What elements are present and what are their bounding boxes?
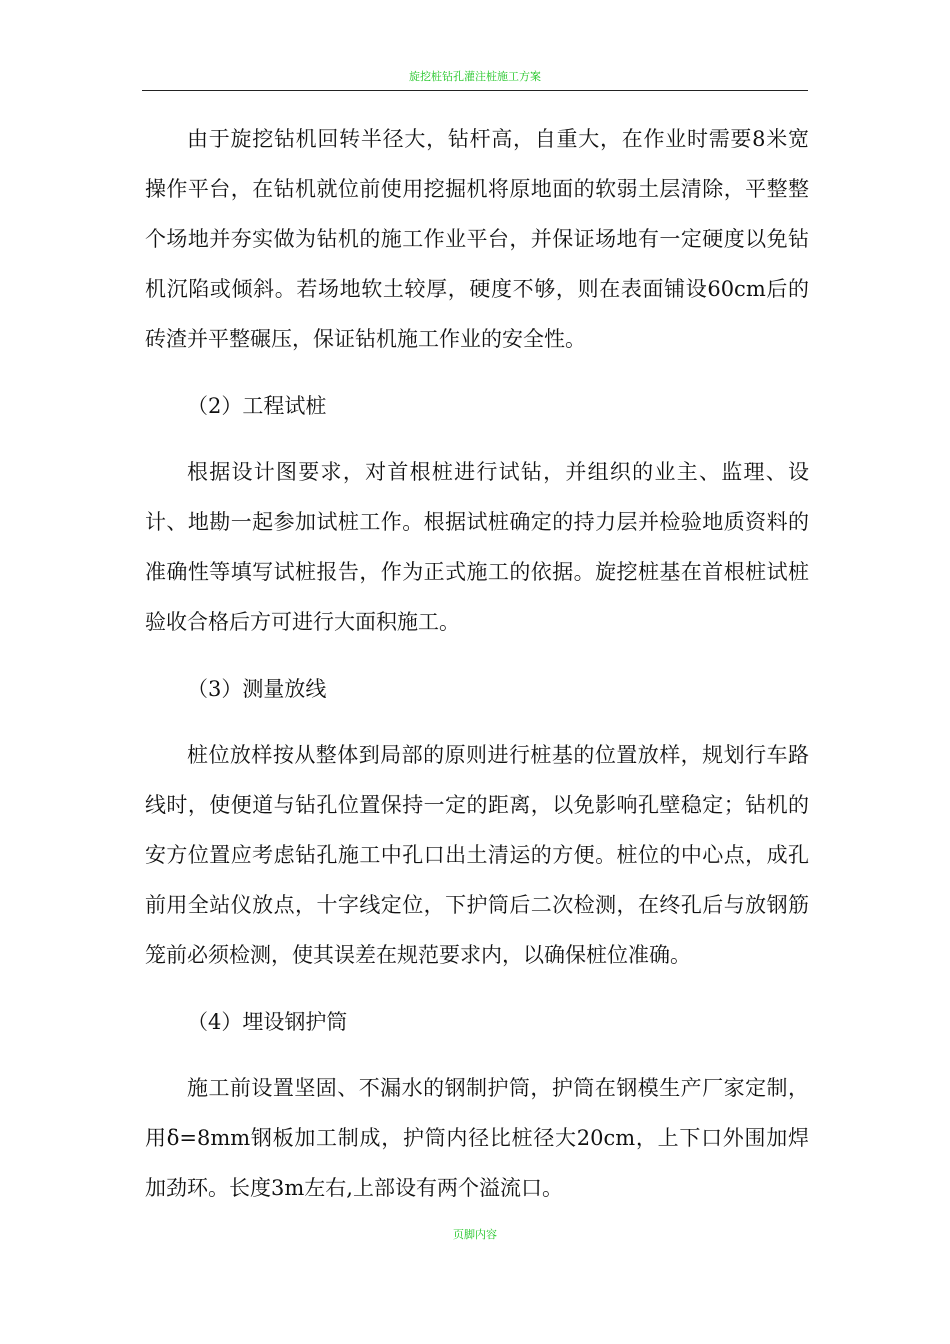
- section-heading-test-pile: （2）工程试桩: [187, 394, 327, 418]
- document-body: [145, 114, 809, 1230]
- page-footer: 页脚内容: [453, 1228, 497, 1241]
- header-divider: [142, 90, 808, 91]
- section-heading-casing: （4）埋设钢护筒: [187, 1010, 348, 1034]
- paragraph-casing: 施工前设置坚固、不漏水的钢制护筒，护筒在钢模生产厂家定制，用δ=8mm钢板加工制成，护筒内径比桩径大20cm，上下口外围加焊加劲环。长度3m左右,上部设有两个溢流口。: [145, 1076, 809, 1200]
- paragraph-test-pile: 根据设计图要求，对首根桩进行试钻，并组织的业主、监理、设计、地勘一起参加试桩工作。根据试桩确定的持力层并检验地质资料的准确性等填写试桩报告，作为正式施工的依据。旋挖桩基在首根桩试桩验收合格后方可进行大面积施工。: [145, 460, 809, 634]
- page-header: 旋挖桩钻孔灌注桩施工方案: [409, 70, 541, 83]
- paragraph-platform: 由于旋挖钻机回转半径大，钻杆高，自重大，在作业时需要8米宽操作平台，在钻机就位前使用挖掘机将原地面的软弱土层清除，平整整个场地并夯实做为钻机的施工作业平台，并保证场地有一定硬度以免钻机沉陷或倾斜。若场地软土较厚，硬度不够，则在表面铺设60cm后的砖渣并平整碾压，保证钻机施工作业的安全性。: [145, 127, 809, 351]
- paragraph-survey: 桩位放样按从整体到局部的原则进行桩基的位置放样，规划行车路线时，使便道与钻孔位置保持一定的距离，以免影响孔壁稳定；钻机的安方位置应考虑钻孔施工中孔口出土清运的方便。桩位的中心点，成孔前用全站仪放点，十字线定位，下护筒后二次检测，在终孔后与放钢筋笼前必须检测，使其误差在规范要求内，以确保桩位准确。: [145, 743, 809, 967]
- section-heading-survey: （3）测量放线: [187, 677, 327, 701]
